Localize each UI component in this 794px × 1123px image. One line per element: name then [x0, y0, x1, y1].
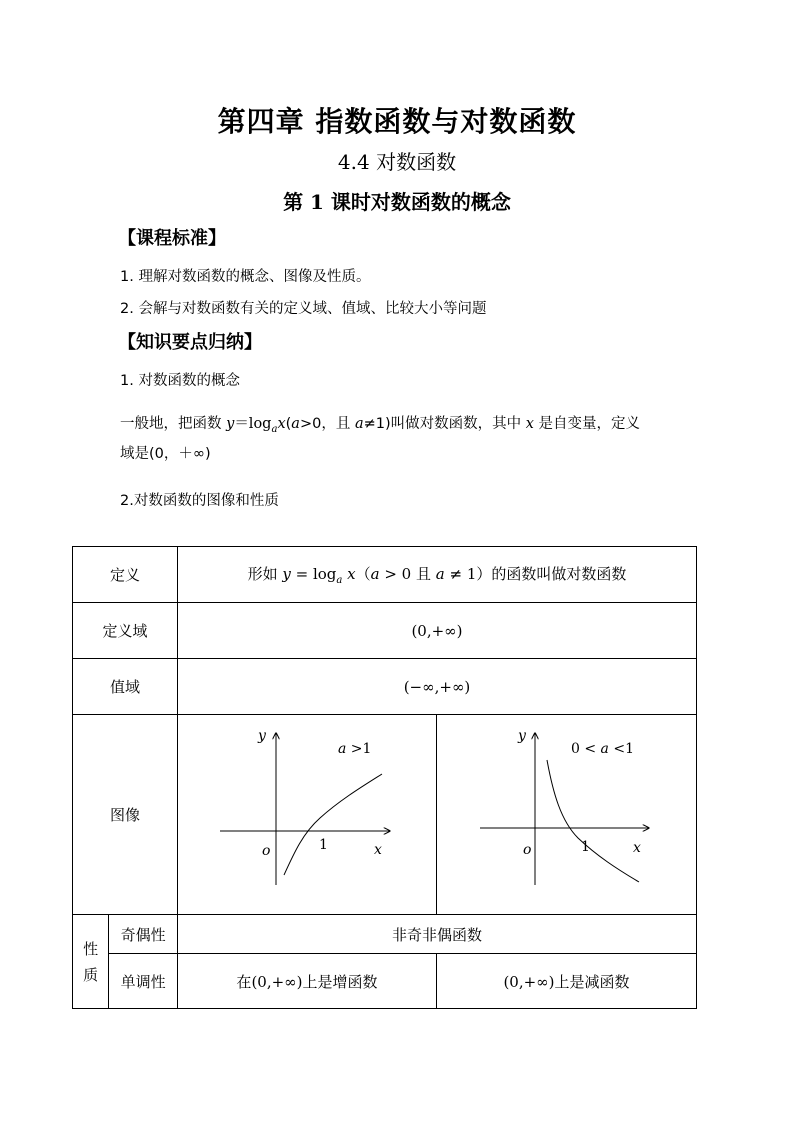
log-curve-increasing — [284, 774, 382, 875]
row-domain — [73, 603, 697, 659]
tick-label-1: 1 — [580, 839, 590, 855]
row-graph — [73, 715, 697, 915]
label-domain: 定义域 — [73, 603, 178, 659]
y-axis-label: y — [517, 728, 526, 744]
properties-table — [72, 546, 697, 1009]
row-range — [73, 659, 697, 715]
condition-a-gt-1: a >1 — [337, 741, 372, 757]
x-axis-label: x — [373, 842, 382, 858]
value-domain: (0,+∞) — [177, 603, 696, 659]
row-parity — [73, 915, 697, 954]
section-title: 4.4 对数函数 — [337, 150, 457, 174]
knowledge-item-1: 1. 对数函数的概念 — [120, 373, 240, 389]
graph-increasing-cell — [177, 715, 436, 915]
tick-label-1: 1 — [318, 837, 328, 853]
standard-item-1: 1. 理解对数函数的概念、图像及性质。 — [120, 269, 371, 285]
label-graph: 图像 — [73, 715, 178, 915]
x-axis-label: x — [632, 840, 641, 856]
graph-decreasing — [437, 715, 696, 914]
value-mono-decreasing: (0,+∞)上是减函数 — [436, 954, 696, 1009]
standard-item-2: 2. 会解与对数函数有关的定义域、值域、比较大小等问题 — [120, 301, 487, 317]
origin-label: o — [522, 842, 532, 858]
origin-label: o — [261, 843, 271, 859]
graph-decreasing-cell — [436, 715, 696, 915]
value-parity: 非奇非偶函数 — [177, 915, 696, 954]
label-parity: 奇偶性 — [109, 915, 178, 954]
label-properties: 性 质 — [73, 915, 109, 1009]
graph-increasing — [178, 715, 436, 914]
row-monotonicity — [73, 954, 697, 1009]
log-definition-line-2: 域是(0，＋∞) — [120, 446, 211, 462]
label-range: 值域 — [73, 659, 178, 715]
knowledge-heading: 【知识要点归纳】 — [118, 332, 262, 353]
row-definition — [73, 547, 697, 603]
y-axis-label: y — [257, 728, 266, 744]
value-definition: 形如 $y = \log_a x(a > 0$ 且 a ≠ 1）的函数叫做对数函数 — [177, 547, 696, 603]
lesson-title: 第 1 课时对数函数的概念 — [283, 190, 511, 214]
knowledge-item-2: 2.对数函数的图像和性质 — [120, 493, 279, 509]
log-definition-line-1: 一般地，把函数 $y=\log_ax(a>0$，且 a≠1)叫做对数函数，其中 x 是自变量，定义 — [120, 416, 641, 435]
chapter-title: 第四章 指数函数与对数函数 — [217, 105, 577, 138]
log-curve-decreasing — [547, 760, 639, 882]
label-definition: 定义 — [73, 547, 178, 603]
label-monotonicity: 单调性 — [109, 954, 178, 1009]
value-mono-increasing: 在(0,+∞)上是增函数 — [177, 954, 436, 1009]
value-range: (−∞,+∞) — [177, 659, 696, 715]
condition-0-lt-a-lt-1: 0 < a <1 — [570, 741, 634, 757]
standards-heading: 【课程标准】 — [118, 228, 226, 249]
